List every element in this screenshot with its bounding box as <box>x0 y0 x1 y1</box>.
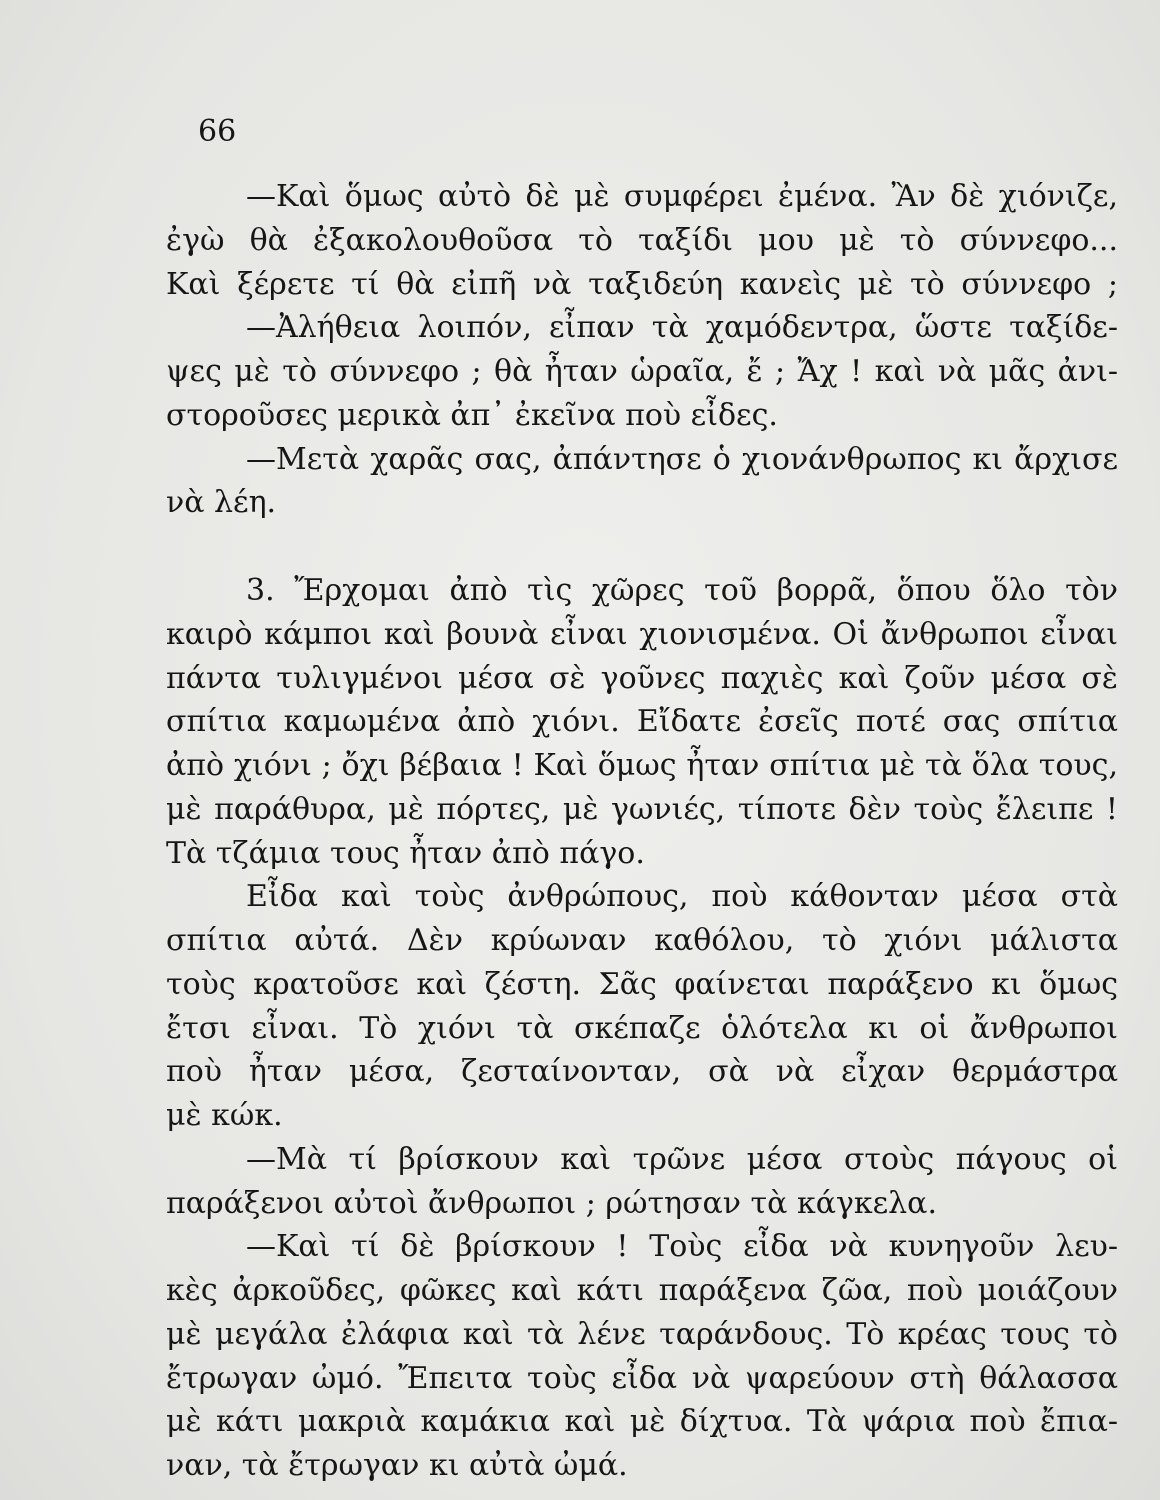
body-text <box>166 175 1118 1488</box>
text-line: 3. Ἔρχομαι ἀπὸ τὶς χῶρες τοῦ βορρᾶ, ὅπου ὅλο τὸν <box>246 573 1118 608</box>
text-line: στοροῦσες μερικὰ ἀπ᾽ ἐκεῖνα ποὺ εἶδες. <box>166 397 778 433</box>
paragraph-gap <box>166 525 1118 569</box>
text-line: ἔτσι εἶναι. Τὸ χιόνι τὰ σκέπαζε ὁλότελα κι οἱ ἄνθρωποι <box>166 1010 1118 1046</box>
text-line: —Καὶ τί δὲ βρίσκουν ! Τοὺς εἶδα νὰ κυνηγοῦν λευ- <box>246 1229 1118 1265</box>
text-line: Τὰ τζάμια τους ἦταν ἀπὸ πάγο. <box>166 835 645 871</box>
text-line: μὲ μεγάλα ἐλάφια καὶ τὰ λένε ταράνδους. Τὸ κρέας τους τὸ <box>166 1316 1118 1352</box>
text-line: παράξενοι αὐτοὶ ἄνθρωποι ; ρώτησαν τὰ κάγκελα. <box>166 1185 937 1221</box>
text-line: μὲ παράθυρα, μὲ πόρτες, μὲ γωνιές, τίποτε δὲν τοὺς ἔλειπε ! <box>166 791 1118 827</box>
text-line: καιρὸ κάμποι καὶ βουνὰ εἶναι χιονισμένα. Οἱ ἄνθρωποι εἶναι <box>166 616 1118 652</box>
page-number: 66 <box>198 114 237 149</box>
text-line: —Μὰ τί βρίσκουν καὶ τρῶνε μέσα στοὺς πάγους οἱ <box>246 1141 1118 1177</box>
text-line: σπίτια καμωμένα ἀπὸ χιόνι. Εἴδατε ἐσεῖς ποτέ σας σπίτια <box>166 704 1118 740</box>
text-line: ἔτρωγαν ὠμό. Ἔπειτα τοὺς εἶδα νὰ ψαρεύουν στὴ θάλασσα <box>166 1360 1118 1396</box>
text-line: ψες μὲ τὸ σύννεφο ; θὰ ἦταν ὡραῖα, ἔ ; Ἄχ ! καὶ νὰ μᾶς ἀνι- <box>166 354 1118 389</box>
text-line: σπίτια αὐτά. Δὲν κρύωναν καθόλου, τὸ χιόνι μάλιστα <box>166 923 1118 958</box>
text-line: —Ἀλήθεια λοιπόν, εἶπαν τὰ χαμόδεντρα, ὥστε ταξίδε- <box>246 310 1118 346</box>
text-line: κὲς ἀρκοῦδες, φῶκες καὶ κάτι παράξενα ζῶα, ποὺ μοιάζουν <box>166 1273 1118 1308</box>
text-line: τοὺς κρατοῦσε καὶ ζέστη. Σᾶς φαίνεται παράξενο κι ὅμως <box>166 966 1118 1002</box>
text-line: —Μετὰ χαρᾶς σας, ἀπάντησε ὁ χιονάνθρωπος κι ἄρχισε <box>246 441 1118 477</box>
text-line: νὰ λέη. <box>166 485 277 521</box>
text-line: Εἶδα καὶ τοὺς ἀνθρώπους, ποὺ κάθονταν μέσα στὰ <box>246 879 1118 915</box>
text-line: Καὶ ξέρετε τί θὰ εἰπῆ νὰ ταξιδεύη κανεὶς μὲ τὸ σύννεφο ; <box>166 266 1118 302</box>
text-line: ἀπὸ χιόνι ; ὄχι βέβαια ! Καὶ ὅμως ἦταν σπίτια μὲ τὰ ὅλα τους, <box>166 748 1118 783</box>
text-line: πάντα τυλιγμένοι μέσα σὲ γοῦνες παχιὲς καὶ ζοῦν μέσα σὲ <box>166 660 1118 696</box>
text-line: ἐγὼ θὰ ἐξακολουθοῦσα τὸ ταξίδι μου μὲ τὸ σύννεφο... <box>166 222 1118 258</box>
text-line: ποὺ ἦταν μέσα, ζεσταίνονταν, σὰ νὰ εἶχαν θερμάστρα <box>166 1054 1118 1090</box>
text-line: —Καὶ ὅμως αὐτὸ δὲ μὲ συμφέρει ἐμένα. Ἂν δὲ χιόνιζε, <box>246 179 1118 214</box>
text-line: μὲ κάτι μακριὰ καμάκια καὶ μὲ δίχτυα. Τὰ ψάρια ποὺ ἔπια- <box>166 1404 1118 1440</box>
text-line: ναν, τὰ ἔτρωγαν κι αὐτὰ ὠμά. <box>166 1448 628 1483</box>
text-line: μὲ κώκ. <box>166 1098 283 1133</box>
